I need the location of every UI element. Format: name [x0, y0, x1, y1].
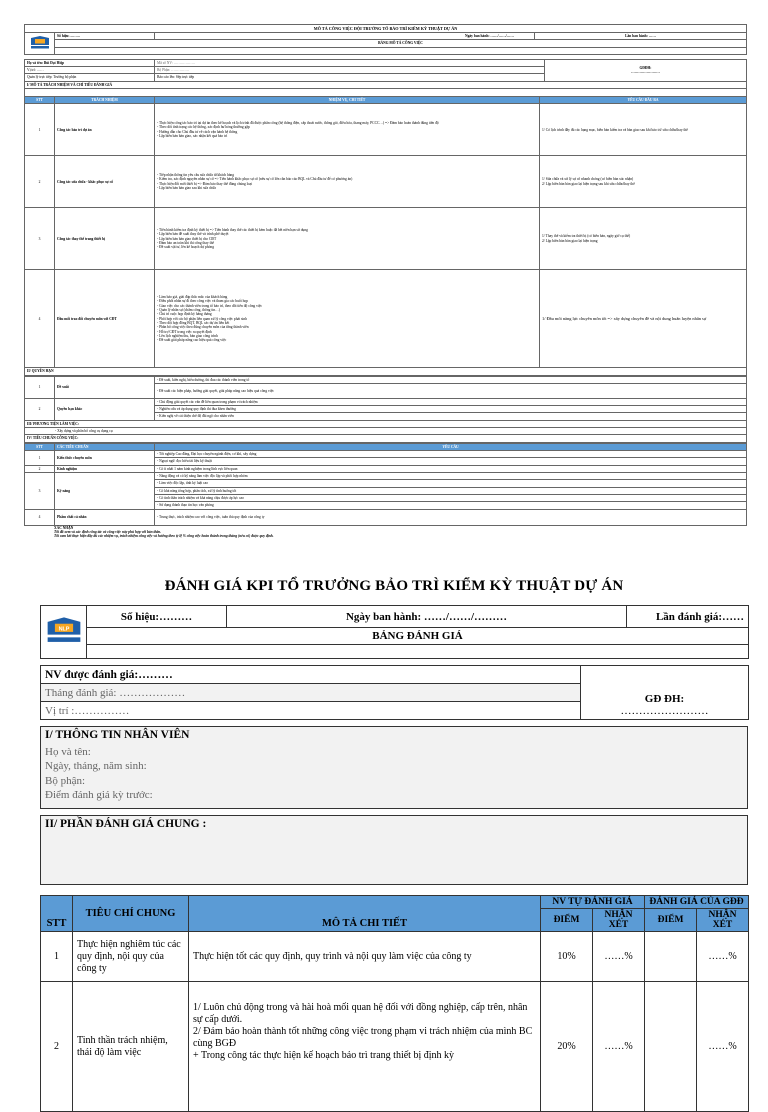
kpi-info-ngaysinh: Ngày, tháng, năm sinh:	[45, 760, 147, 773]
jd-sec4: IV/ TIÊU CHUẨN CÔNG VIỆC:	[25, 435, 747, 442]
std-label: Kiến thức chuyên môn	[55, 451, 155, 466]
jd-so-hieu: Số hiệu:………	[55, 33, 155, 40]
job-description	[24, 24, 746, 538]
jd-info-table	[24, 59, 747, 96]
jd-header-table	[24, 24, 747, 55]
row-stt: 4	[25, 270, 55, 368]
kpi-row-diem-2[interactable]	[645, 932, 697, 982]
row-output: 1/ Sửa chữa và xử lý sự cố nhanh chóng (có biên bản xác nhận) 2/ Lập biên bản bàn giao lại hiện trạng sau khi sửa chữa/thay thế	[540, 156, 747, 208]
kpi-row-stt: 1	[41, 932, 73, 982]
table-row	[25, 156, 747, 208]
jd-col-output: YÊU CẦU ĐẦU RA	[540, 96, 747, 103]
std-col-req: YÊU CẦU	[155, 443, 747, 450]
kpi-row-stt: 2	[41, 982, 73, 1112]
std-item: - Ngoại ngữ: đọc hiểu tài liệu kỹ thuật	[155, 458, 747, 465]
std-stt: 2	[25, 465, 55, 472]
kpi-col-nv-tu: NV TỰ ĐÁNH GIÁ	[541, 896, 645, 909]
jd-bang-mo-ta: BẢNG MÔ TẢ CÔNG VIỆC	[55, 40, 747, 47]
std-item: - Có ít nhất 1 năm kinh nghiệm trong lĩnh vực liên quan	[155, 465, 747, 472]
kpi-so-hieu: Số hiệu:………	[87, 606, 227, 628]
jd-sec1: I/ MÔ TẢ TRÁCH NHIỆM VÀ CHỈ TIÊU ĐÁNH GIÁ	[25, 81, 747, 88]
kpi-row-diem[interactable]: 10%	[541, 932, 593, 982]
rights-item: - Đề xuất các biện pháp, hướng giải quyết, giải pháp nâng cao hiệu quả công việc	[155, 383, 747, 398]
row-resp: Công tác bảo trì dự án	[55, 104, 155, 156]
kpi-criteria-table	[40, 895, 749, 1112]
kpi-row-detail: 1/ Luôn chủ động trong và hài hoà mối quan hệ đối với đồng nghiệp, cấp trên, nhân sự cấp dưới. 2/ Đảm bảo hoàn thành tốt những công việc trong phạm vi trách nhiệm của mình BC cùng BGĐ + Trong công tác thực hiện kế hoạch bảo trì trang thiết bị định kỳ	[189, 982, 541, 1112]
kpi-row-nhan-xet-2[interactable]: ……%	[697, 982, 749, 1112]
jd-footer-line-2: Tôi cam kết thực hiện đầy đủ các nhiệm vụ, trách nhiệm công việc và hướng theo tỷ lệ % công việc hoàn thành trong tháng (nếu có) được quy định.	[54, 534, 274, 539]
kpi-col-tieu-chi: TIÊU CHÍ CHUNG	[73, 896, 189, 932]
row-stt: 2	[25, 156, 55, 208]
jd-info-name: Họ và tên: Bùi Đạt Hiệp	[25, 59, 155, 66]
kpi-col-gdd: ĐÁNH GIÁ CỦA GĐĐ	[645, 896, 749, 909]
std-label: Kinh nghiệm	[55, 465, 155, 472]
company-logo-icon	[44, 616, 84, 646]
jd-sec3: III/ PHƯƠNG TIỆN LÀM VIỆC:	[25, 420, 747, 427]
kpi-row-diem[interactable]: 20%	[541, 982, 593, 1112]
kpi-row-nhan-xet[interactable]: ……%	[593, 932, 645, 982]
rights-label: Đề xuất	[55, 376, 155, 398]
jd-col-resp: TRÁCH NHIỆM	[55, 96, 155, 103]
kpi-info-hoten: Họ và tên:	[45, 746, 91, 758]
kpi-info-box	[41, 743, 748, 809]
row-detail: - Tiến hành kiểm tra định kỳ thiết bị => Tiến hành thay thế các thiết bị kém hoặc đã hết niên hạn sử dụng - Lập biên bản đề xuất thay thế và trình phê duyệt - Lập biên bản bàn giao thiết bị cho CĐT - Đảm bảo an toàn khi thi công thay thế - Đề xuất vật tư, lên kế hoạch dự phòng	[155, 208, 540, 270]
kpi-ngay-ban-hanh: Ngày ban hành: ……/……/………	[227, 606, 627, 628]
kpi-gd-dh-label: GĐ ĐH:	[644, 693, 685, 705]
kpi-sec2: II/ PHẦN ĐÁNH GIÁ CHUNG :	[41, 816, 748, 833]
kpi-title: ĐÁNH GIÁ KPI TỔ TRƯỞNG BẢO TRÌ KIỂM KỲ THUẬT DỰ ÁN	[164, 578, 624, 594]
std-stt: 1	[25, 451, 55, 466]
kpi-info-diem: Điểm đánh giá kỳ trước:	[45, 788, 153, 801]
std-stt: 3	[25, 472, 55, 509]
row-output: 1/ Thay thế và kiểm tra thiết bị (có biên bản, ngày giờ cụ thể) 2/ Lập biên bản bàn giao lại hiện trạng	[540, 208, 747, 270]
rights-item: - Nghiên cứu và áp dụng quy định thi đua khen thưởng	[155, 406, 747, 413]
kpi-bang-danh-gia: BẢNG ĐÁNH GIÁ	[87, 628, 749, 645]
jd-ngay-ban-hanh: Ngày ban hành: ……/……/……	[155, 33, 535, 40]
kpi-row-nhan-xet-2[interactable]: ……%	[697, 932, 749, 982]
row-stt: 1	[25, 104, 55, 156]
jd-title: MÔ TẢ CÔNG VIỆC ĐỘI TRƯỞNG TỔ BẢO TRÌ KIỂM KỲ THUẬT DỰ ÁN	[25, 25, 747, 33]
jd-gddh-dots: ……………………	[631, 70, 660, 75]
row-stt: 3	[25, 208, 55, 270]
jd-sec3-item: - Xây dựng và phân bổ công cụ dụng cụ	[25, 428, 747, 435]
jd-sec2: II/ QUYỀN HẠN	[25, 368, 747, 375]
kpi-general-area	[41, 832, 748, 885]
kpi-thang-label: Tháng đánh giá: ………………	[41, 684, 581, 702]
std-item: - Có khả năng tổng hợp, phân tích, xử lý tình huống tốt	[155, 487, 747, 494]
kpi-header-table	[40, 605, 749, 659]
kpi-row-diem-2[interactable]	[645, 982, 697, 1112]
kpi-nv-label: NV được đánh giá:………	[41, 666, 581, 684]
table-row	[25, 270, 747, 368]
jd-rights-table	[24, 376, 747, 443]
jd-gddh	[545, 59, 747, 81]
std-col-label: CÁC TIÊU CHUẨN	[55, 443, 155, 450]
row-resp: Đầu mối trao đổi chuyên môn với CĐT	[55, 270, 155, 368]
jd-info-quanly: Quản lý trực tiếp: Trưởng bộ phận	[25, 74, 155, 81]
row-detail: - Thực hiện công tác bảo trì tại dự án theo kế hoạch và lịch trình đã được phân công (hệ thống điện, cấp thoát nước, thông gió, điều hòa, thang máy, PCCC…) => Đảm bảo hoàn thành đúng tiến độ - Theo dõi tình trạng các hệ thống, xác định hư hỏng thường gặp - Hướng dẫn cho Chủ đầu tư về cách vận hành hệ thống - Lập biên bản bàn giao, xác nhận kết quả bảo trì	[155, 104, 540, 156]
kpi-row-criteria: Thực hiện nghiêm túc các quy định, nội quy của công ty	[73, 932, 189, 982]
jd-footer-title: XÁC NHẬN	[54, 525, 74, 530]
svg-text:NLP: NLP	[58, 626, 69, 633]
std-col-stt: STT	[25, 443, 55, 450]
std-label: Kỹ năng	[55, 472, 155, 509]
kpi-col-nhan-xet: NHẬN XÉT	[593, 909, 645, 932]
rights-item: - Kiến nghị về cải thiện chế độ đãi ngộ cho nhân viên	[155, 413, 747, 420]
std-item: - Năng động và có kỹ năng làm việc độc lập và phối hợp nhóm	[155, 472, 747, 479]
std-label: Phẩm chất cá nhân	[55, 509, 155, 525]
rights-item: - Chủ động giải quyết các vấn đề liên quan trong phạm vi trách nhiệm	[155, 398, 747, 405]
rights-label: Quyền hạn khác	[55, 398, 155, 420]
jd-col-stt: STT	[25, 96, 55, 103]
row-output: 1/ Đầu mối năng lực chuyên môn tốt => xây dựng chuyên đề và nội dung huấn luyện nhân sự	[540, 270, 747, 368]
row-resp: Công tác sửa chữa - khắc phục sự cố	[55, 156, 155, 208]
company-logo-icon	[29, 36, 51, 50]
kpi-col-diem: ĐIỂM	[541, 909, 593, 932]
jd-footer-line-1: Tôi đã xem và xác định công tác và công việc này phù hợp với bản thân.	[54, 529, 162, 534]
kpi-info-table	[40, 726, 748, 809]
std-stt: 4	[25, 509, 55, 525]
kpi-logo	[41, 606, 87, 659]
std-item: - Sử dụng thành thạo tin học văn phòng	[155, 502, 747, 509]
table-row	[25, 208, 747, 270]
jd-logo	[25, 33, 55, 55]
std-item: - Tốt nghiệp Cao đẳng, Đại học chuyên ngành điện, cơ khí, xây dựng	[155, 451, 747, 458]
jd-footer	[24, 526, 746, 539]
jd-info-baocao: Báo cáo lên: Sếp trực tiếp	[155, 74, 545, 81]
kpi-row-nhan-xet[interactable]: ……%	[593, 982, 645, 1112]
kpi-gd-dh-dots: ……………………	[620, 705, 709, 717]
rights-item: - Đề xuất, kiến nghị, biểu dương, thi đua các thành viên trong tổ	[155, 376, 747, 383]
kpi-row-criteria: Tinh thần trách nhiệm, thái độ làm việc	[73, 982, 189, 1112]
jd-lan-ban-hanh: Lần ban hành: ……	[535, 33, 747, 40]
kpi-col-stt: STT	[41, 896, 73, 932]
table-row	[25, 104, 747, 156]
jd-info-manv: Mã số NV: ………………	[155, 59, 545, 66]
jd-info-vitri: Vị trí: ……	[25, 66, 155, 73]
jd-col-detail: NHIỆM VỤ, CHI TIẾT	[155, 96, 540, 103]
table-row	[41, 982, 749, 1112]
row-detail: - Tiếp nhận thông tin yêu cầu sửa chữa từ khách hàng - Kiểm tra, xác định nguyên nhân sự cố => Tiến hành khắc phục sự cố (nếu sự cố lớn cần báo cáo BQL và Chủ đầu tư để có phương án) - Thực hiện đổi mới thiết bị => Đảm bảo thay thế đúng chủng loại - Lập biên bản bàn giao sau khi sửa chữa	[155, 156, 540, 208]
kpi-col-diem-2: ĐIỂM	[645, 909, 697, 932]
kpi-row-detail: Thực hiện tốt các quy định, quy trình và nội quy làm việc của công ty	[189, 932, 541, 982]
jd-gddh-label: GĐĐH:	[639, 65, 652, 70]
kpi-col-mo-ta: MÔ TẢ CHI TIẾT	[189, 896, 541, 932]
jd-resp-table	[24, 96, 747, 376]
kpi-info-bophan: Bộ phận:	[45, 774, 86, 787]
row-resp: Công tác thay thế trang thiết bị	[55, 208, 155, 270]
kpi-col-nhan-xet-2: NHẬN XÉT	[697, 909, 749, 932]
row-output: 1/ Có lịch trình đầy đủ các hạng mục, biên bản kiểm tra và bàn giao sau khi bảo trì/ sửa chữa/thay thế	[540, 104, 747, 156]
rights-stt: 1	[25, 376, 55, 398]
row-detail: - Làm báo giá, giải đáp thắc mắc của khách hàng - Điều phối nhân sự đi theo công việc và tham gia các buổi họp - Giao việc cho các thành viên trong tổ bảo trì, theo dõi tiến độ công việc - Quản lý nhân sự (chấm công, thông tin…) - Chủ trì cuộc họp định kỳ hàng tháng - Phối hợp với các bộ phận liên quan xử lý công việc phát sinh - Theo dõi hợp đồng BQT, BQL các dự án liên kết - Phân bổ công việc theo đúng chuyên môn của từng thành viên - Hỗ trợ CĐT trong việc ra quyết định - Lên lịch nghiệm thu, bàn giao công trình - Đề xuất giải pháp nâng cao hiệu quả công việc	[155, 270, 540, 368]
kpi-evaluation	[40, 576, 748, 1112]
kpi-lan-danh-gia: Lần đánh giá:……	[627, 606, 749, 628]
rights-stt: 2	[25, 398, 55, 420]
kpi-sec1: I/ THÔNG TIN NHÂN VIÊN	[41, 727, 748, 744]
jd-info-bophan: Bộ Phận: ……………	[155, 66, 545, 73]
jd-standards-table	[24, 443, 747, 526]
table-row	[41, 932, 749, 982]
kpi-general-box	[40, 815, 748, 885]
kpi-vitri-label: Vị trí :……………	[41, 702, 581, 720]
kpi-gd-dh	[581, 666, 749, 720]
std-item: - Trung thực, trách nhiệm cao với công việc, tuân thủ quy định của công ty	[155, 509, 747, 525]
std-item: - Làm việc độc lập, tính kỷ luật cao	[155, 480, 747, 487]
kpi-employee-table	[40, 665, 749, 720]
std-item: - Có tinh thần trách nhiệm và khả năng chịu được áp lực cao	[155, 494, 747, 501]
